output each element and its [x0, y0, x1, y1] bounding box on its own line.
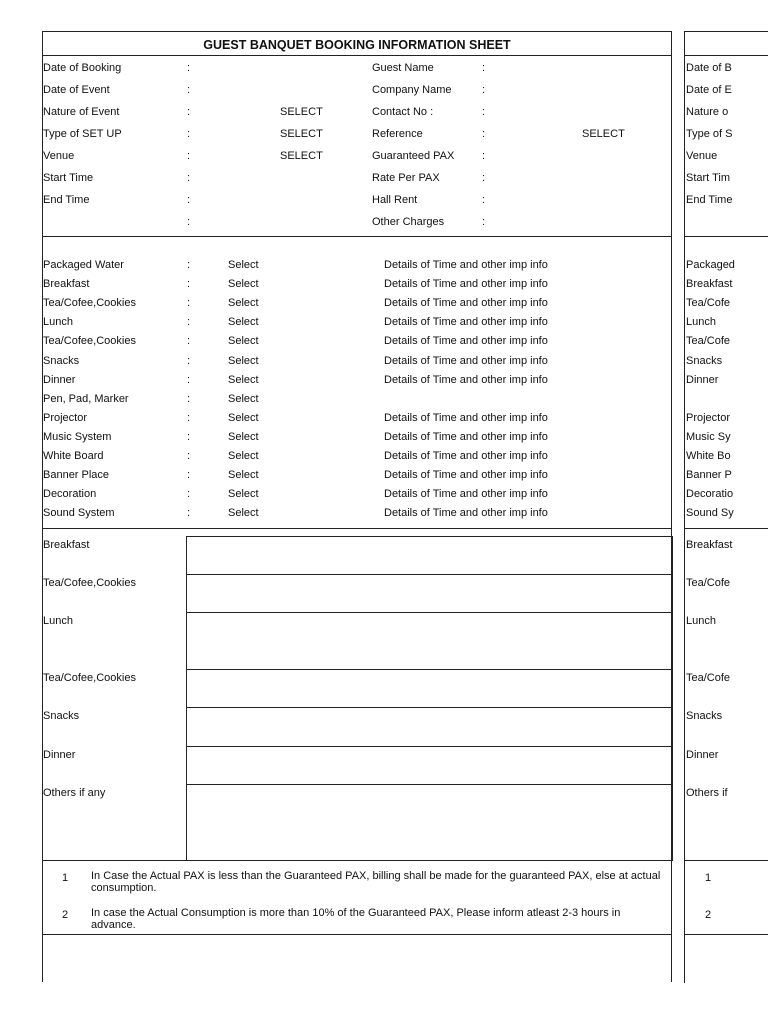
- menu-label: Others if any: [43, 787, 106, 799]
- field-colon: :: [482, 150, 486, 162]
- duplicate-sheet-partial: [684, 31, 768, 983]
- dup-field-label: Start Tim: [686, 172, 731, 184]
- dup-service-label: Decoratio: [686, 488, 734, 500]
- field-label: Type of SET UP: [43, 128, 122, 140]
- field-label: Contact No :: [372, 106, 434, 118]
- field-colon: :: [482, 62, 486, 74]
- service-colon: :: [187, 507, 191, 519]
- dup-service-label: Lunch: [686, 316, 716, 328]
- service-label: Pen, Pad, Marker: [43, 393, 129, 405]
- dup-note-number: 1: [705, 872, 712, 884]
- menu-input-box[interactable]: [186, 669, 673, 708]
- dup-note-number: 2: [705, 909, 712, 921]
- dup-service-label: Snacks: [686, 355, 723, 367]
- field-colon: :: [482, 106, 486, 118]
- dup-service-label: Tea/Cofe: [686, 335, 731, 347]
- field-colon: :: [187, 62, 191, 74]
- service-details[interactable]: Details of Time and other imp info: [384, 469, 548, 481]
- field-label: Guest Name: [372, 62, 434, 74]
- dup-service-label: Sound Sy: [686, 507, 734, 519]
- note-text: In case the Actual Consumption is more than 10% of the Guaranteed PAX, Please inform atleast 2-3 hours in advance.: [91, 907, 621, 931]
- service-select[interactable]: Select: [228, 335, 259, 347]
- field-select[interactable]: SELECT: [280, 106, 323, 118]
- divider: [43, 236, 671, 237]
- service-label: Banner Place: [43, 469, 110, 481]
- service-colon: :: [187, 450, 191, 462]
- dup-menu-label: Tea/Cofe: [686, 672, 731, 684]
- divider: [685, 55, 768, 56]
- service-colon: :: [187, 297, 191, 309]
- dup-menu-label: Others if: [686, 787, 728, 799]
- field-select[interactable]: SELECT: [280, 128, 323, 140]
- field-colon: :: [482, 194, 486, 206]
- menu-input-box[interactable]: [186, 612, 673, 670]
- service-select[interactable]: Select: [228, 374, 259, 386]
- dup-field-label: Date of E: [686, 84, 732, 96]
- service-colon: :: [187, 259, 191, 271]
- field-colon: :: [482, 84, 486, 96]
- dup-service-label: Dinner: [686, 374, 719, 386]
- dup-field-label: Type of S: [686, 128, 733, 140]
- service-details[interactable]: Details of Time and other imp info: [384, 316, 548, 328]
- service-colon: :: [187, 431, 191, 443]
- field-select[interactable]: SELECT: [280, 150, 323, 162]
- service-select[interactable]: Select: [228, 488, 259, 500]
- service-select[interactable]: Select: [228, 393, 259, 405]
- service-colon: :: [187, 316, 191, 328]
- service-label: Decoration: [43, 488, 97, 500]
- field-colon: :: [187, 216, 191, 228]
- menu-label: Snacks: [43, 710, 80, 722]
- menu-label: Tea/Cofee,Cookies: [43, 672, 136, 684]
- service-select[interactable]: Select: [228, 259, 259, 271]
- dup-service-label: Music Sy: [686, 431, 731, 443]
- menu-input-box[interactable]: [186, 574, 673, 613]
- service-label: Sound System: [43, 507, 115, 519]
- divider: [685, 528, 768, 529]
- field-colon: :: [482, 128, 486, 140]
- field-label: Venue: [43, 150, 75, 162]
- service-label: Tea/Cofee,Cookies: [43, 297, 136, 309]
- service-label: Lunch: [43, 316, 73, 328]
- field-label: End Time: [43, 194, 90, 206]
- service-select[interactable]: Select: [228, 412, 259, 424]
- service-details[interactable]: Details of Time and other imp info: [384, 412, 548, 424]
- sheet-title: GUEST BANQUET BOOKING INFORMATION SHEET: [203, 38, 511, 52]
- dup-menu-label: Dinner: [686, 749, 719, 761]
- menu-input-box[interactable]: [186, 784, 673, 861]
- dup-field-label: Venue: [686, 150, 718, 162]
- service-details[interactable]: Details of Time and other imp info: [384, 488, 548, 500]
- menu-input-box[interactable]: [186, 536, 673, 575]
- field-colon: :: [187, 150, 191, 162]
- service-label: Projector: [43, 412, 88, 424]
- service-colon: :: [187, 412, 191, 424]
- service-select[interactable]: Select: [228, 278, 259, 290]
- field-select[interactable]: SELECT: [582, 128, 625, 140]
- dup-field-label: Nature o: [686, 106, 729, 118]
- field-colon: :: [187, 194, 191, 206]
- service-select[interactable]: Select: [228, 507, 259, 519]
- divider: [43, 934, 671, 935]
- field-label: Company Name: [372, 84, 452, 96]
- menu-label: Breakfast: [43, 539, 90, 551]
- note-text: In Case the Actual PAX is less than the Guaranteed PAX, billing shall be made for the guaranteed PAX, else at actual consumption.: [91, 870, 661, 894]
- dup-menu-label: Tea/Cofe: [686, 577, 731, 589]
- field-colon: :: [187, 172, 191, 184]
- service-colon: :: [187, 278, 191, 290]
- service-details[interactable]: Details of Time and other imp info: [384, 335, 548, 347]
- service-details[interactable]: Details of Time and other imp info: [384, 259, 548, 271]
- field-colon: :: [187, 84, 191, 96]
- divider: [685, 934, 768, 935]
- menu-input-box[interactable]: [186, 746, 673, 785]
- service-label: Music System: [43, 431, 112, 443]
- service-details[interactable]: Details of Time and other imp info: [384, 278, 548, 290]
- dup-field-label: Date of B: [686, 62, 732, 74]
- field-label: Hall Rent: [372, 194, 418, 206]
- dup-menu-label: Lunch: [686, 615, 716, 627]
- field-colon: :: [187, 128, 191, 140]
- service-label: Tea/Cofee,Cookies: [43, 335, 136, 347]
- service-details[interactable]: Details of Time and other imp info: [384, 431, 548, 443]
- service-colon: :: [187, 335, 191, 347]
- field-label: Start Time: [43, 172, 94, 184]
- field-colon: :: [482, 216, 486, 228]
- service-details[interactable]: Details of Time and other imp info: [384, 374, 548, 386]
- field-label: Date of Booking: [43, 62, 122, 74]
- dup-menu-label: Breakfast: [686, 539, 733, 551]
- service-colon: :: [187, 488, 191, 500]
- menu-label: Lunch: [43, 615, 73, 627]
- service-colon: :: [187, 469, 191, 481]
- dup-menu-label: Snacks: [686, 710, 723, 722]
- field-label: Nature of Event: [43, 106, 120, 118]
- dup-service-label: Banner P: [686, 469, 732, 481]
- field-label: Reference: [372, 128, 423, 140]
- divider: [685, 236, 768, 237]
- service-label: White Board: [43, 450, 104, 462]
- service-details[interactable]: Details of Time and other imp info: [384, 450, 548, 462]
- service-details[interactable]: Details of Time and other imp info: [384, 507, 548, 519]
- service-label: Dinner: [43, 374, 76, 386]
- field-label: Other Charges: [372, 216, 445, 228]
- dup-field-label: End Time: [686, 194, 733, 206]
- dup-service-label: Tea/Cofe: [686, 297, 731, 309]
- divider: [43, 528, 671, 529]
- service-select[interactable]: Select: [228, 316, 259, 328]
- divider: [685, 860, 768, 861]
- service-colon: :: [187, 355, 191, 367]
- divider: [43, 55, 671, 56]
- field-label: Guaranteed PAX: [372, 150, 455, 162]
- field-label: Rate Per PAX: [372, 172, 440, 184]
- divider: [43, 860, 671, 861]
- booking-sheet: [42, 31, 672, 982]
- field-colon: :: [482, 172, 486, 184]
- dup-service-label: White Bo: [686, 450, 731, 462]
- dup-service-label: Breakfast: [686, 278, 733, 290]
- note-number: 1: [62, 872, 69, 884]
- service-label: Packaged Water: [43, 259, 124, 271]
- note-number: 2: [62, 909, 69, 921]
- service-details[interactable]: Details of Time and other imp info: [384, 297, 548, 309]
- service-colon: :: [187, 393, 191, 405]
- menu-input-box[interactable]: [186, 707, 673, 747]
- field-label: Date of Event: [43, 84, 110, 96]
- service-select[interactable]: Select: [228, 431, 259, 443]
- service-label: Snacks: [43, 355, 80, 367]
- service-select[interactable]: Select: [228, 355, 259, 367]
- dup-service-label: Projector: [686, 412, 731, 424]
- field-colon: :: [187, 106, 191, 118]
- menu-label: Dinner: [43, 749, 76, 761]
- dup-service-label: Packaged: [686, 259, 735, 271]
- service-label: Breakfast: [43, 278, 90, 290]
- service-select[interactable]: Select: [228, 469, 259, 481]
- service-select[interactable]: Select: [228, 297, 259, 309]
- service-select[interactable]: Select: [228, 450, 259, 462]
- menu-label: Tea/Cofee,Cookies: [43, 577, 136, 589]
- service-colon: :: [187, 374, 191, 386]
- service-details[interactable]: Details of Time and other imp info: [384, 355, 548, 367]
